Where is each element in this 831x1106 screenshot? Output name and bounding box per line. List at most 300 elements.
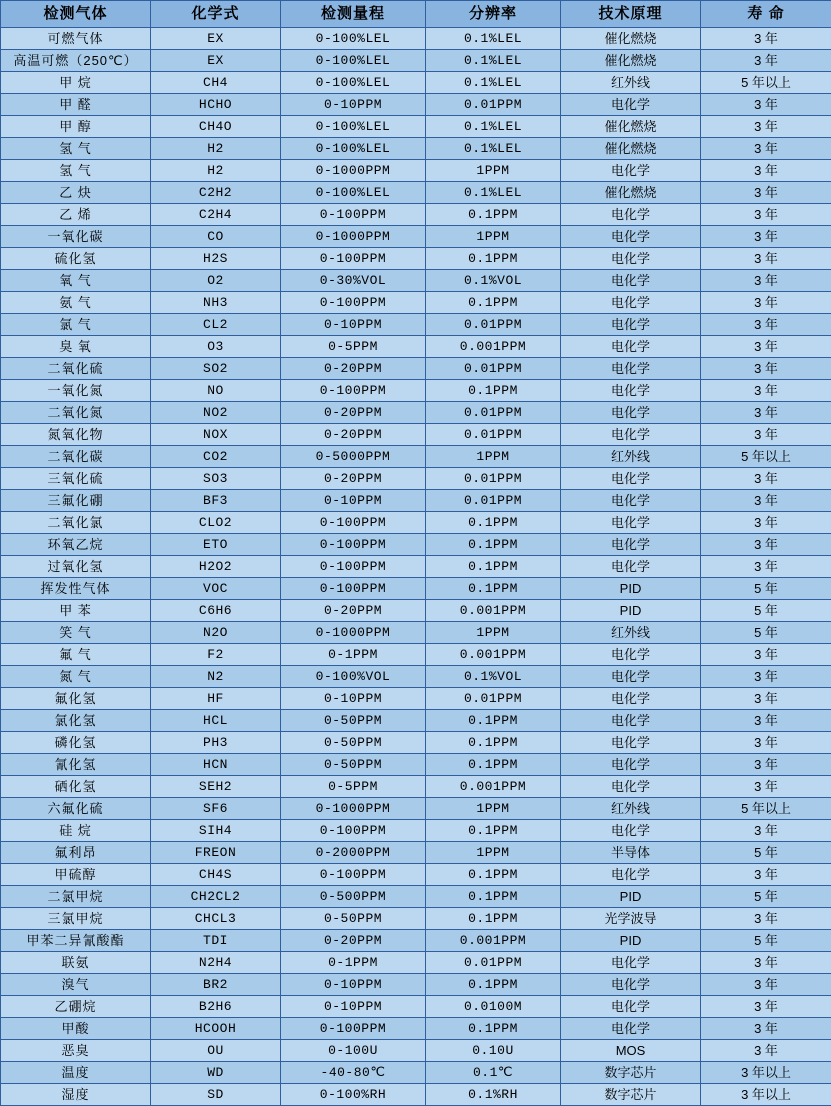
- cell-gas-name: 磷化氢: [1, 732, 151, 754]
- table-row: [1, 534, 831, 556]
- cell-lifetime: 3 年以上: [701, 1084, 831, 1106]
- cell-lifetime: 3 年: [701, 952, 831, 974]
- cell-principle: 电化学: [561, 512, 701, 534]
- cell-lifetime: 3 年: [701, 468, 831, 490]
- cell-range: 0-50PPM: [281, 710, 426, 732]
- cell-principle: 红外线: [561, 798, 701, 820]
- cell-range: 0-10PPM: [281, 996, 426, 1018]
- table-row: [1, 116, 831, 138]
- table-row: [1, 358, 831, 380]
- cell-formula: HCN: [151, 754, 281, 776]
- table-row: [1, 226, 831, 248]
- cell-principle: 电化学: [561, 204, 701, 226]
- cell-gas-name: 硅 烷: [1, 820, 151, 842]
- cell-range: 0-1000PPM: [281, 622, 426, 644]
- cell-resolution: 0.10U: [426, 1040, 561, 1062]
- cell-resolution: 1PPM: [426, 226, 561, 248]
- cell-gas-name: 二氧化氮: [1, 402, 151, 424]
- cell-gas-name: 氟化氢: [1, 688, 151, 710]
- cell-principle: PID: [561, 600, 701, 622]
- cell-lifetime: 3 年: [701, 402, 831, 424]
- table-row: [1, 72, 831, 94]
- table-row: [1, 886, 831, 908]
- cell-lifetime: 3 年: [701, 28, 831, 50]
- cell-gas-name: 甲苯二异氰酸酯: [1, 930, 151, 952]
- table-row: [1, 908, 831, 930]
- cell-resolution: 0.1%LEL: [426, 50, 561, 72]
- cell-range: 0-1000PPM: [281, 226, 426, 248]
- cell-formula: C6H6: [151, 600, 281, 622]
- cell-resolution: 1PPM: [426, 622, 561, 644]
- cell-range: 0-100PPM: [281, 556, 426, 578]
- cell-range: 0-100PPM: [281, 820, 426, 842]
- cell-principle: PID: [561, 930, 701, 952]
- cell-lifetime: 3 年: [701, 666, 831, 688]
- cell-range: 0-1000PPM: [281, 160, 426, 182]
- cell-resolution: 0.1PPM: [426, 732, 561, 754]
- cell-gas-name: 温度: [1, 1062, 151, 1084]
- table-row: [1, 952, 831, 974]
- cell-principle: 电化学: [561, 776, 701, 798]
- header-lifetime: 寿 命: [701, 1, 831, 28]
- cell-range: 0-100PPM: [281, 248, 426, 270]
- cell-lifetime: 3 年: [701, 1040, 831, 1062]
- cell-resolution: 0.1PPM: [426, 292, 561, 314]
- table-row: [1, 1084, 831, 1106]
- cell-resolution: 0.01PPM: [426, 402, 561, 424]
- table-row: [1, 864, 831, 886]
- cell-principle: 电化学: [561, 160, 701, 182]
- cell-formula: FREON: [151, 842, 281, 864]
- cell-formula: CLO2: [151, 512, 281, 534]
- cell-resolution: 0.1%VOL: [426, 666, 561, 688]
- cell-gas-name: 高温可燃（250℃）: [1, 50, 151, 72]
- cell-gas-name: 甲硫醇: [1, 864, 151, 886]
- cell-gas-name: 氮 气: [1, 666, 151, 688]
- cell-formula: H2: [151, 138, 281, 160]
- cell-lifetime: 3 年: [701, 974, 831, 996]
- cell-formula: VOC: [151, 578, 281, 600]
- cell-principle: 电化学: [561, 94, 701, 116]
- cell-lifetime: 5 年: [701, 578, 831, 600]
- cell-gas-name: 溴气: [1, 974, 151, 996]
- table-row: [1, 1018, 831, 1040]
- cell-principle: 电化学: [561, 534, 701, 556]
- cell-formula: CH4S: [151, 864, 281, 886]
- table-row: [1, 798, 831, 820]
- cell-range: 0-10PPM: [281, 94, 426, 116]
- cell-formula: N2O: [151, 622, 281, 644]
- cell-principle: 催化燃烧: [561, 138, 701, 160]
- cell-resolution: 0.1PPM: [426, 820, 561, 842]
- table-header-row: [1, 1, 831, 28]
- cell-range: 0-100PPM: [281, 512, 426, 534]
- table-row: [1, 578, 831, 600]
- cell-range: 0-100%LEL: [281, 116, 426, 138]
- cell-gas-name: 二氧化碳: [1, 446, 151, 468]
- table-row: [1, 512, 831, 534]
- cell-formula: CH2CL2: [151, 886, 281, 908]
- cell-formula: B2H6: [151, 996, 281, 1018]
- cell-resolution: 0.1PPM: [426, 886, 561, 908]
- table-row: [1, 28, 831, 50]
- table-row: [1, 380, 831, 402]
- cell-range: 0-5PPM: [281, 336, 426, 358]
- cell-formula: NOX: [151, 424, 281, 446]
- cell-lifetime: 3 年: [701, 996, 831, 1018]
- table-row: [1, 776, 831, 798]
- cell-range: 0-20PPM: [281, 930, 426, 952]
- cell-gas-name: 过氧化氢: [1, 556, 151, 578]
- cell-formula: ETO: [151, 534, 281, 556]
- cell-formula: HCHO: [151, 94, 281, 116]
- cell-formula: N2H4: [151, 952, 281, 974]
- cell-lifetime: 5 年: [701, 842, 831, 864]
- cell-gas-name: 甲 醛: [1, 94, 151, 116]
- cell-resolution: 0.1℃: [426, 1062, 561, 1084]
- cell-gas-name: 甲 醇: [1, 116, 151, 138]
- cell-formula: SO2: [151, 358, 281, 380]
- cell-lifetime: 3 年: [701, 732, 831, 754]
- table-row: [1, 292, 831, 314]
- cell-lifetime: 3 年: [701, 204, 831, 226]
- cell-gas-name: 湿度: [1, 1084, 151, 1106]
- cell-formula: CH4: [151, 72, 281, 94]
- cell-formula: SEH2: [151, 776, 281, 798]
- cell-principle: 催化燃烧: [561, 116, 701, 138]
- cell-principle: 电化学: [561, 644, 701, 666]
- table-row: [1, 622, 831, 644]
- table-row: [1, 732, 831, 754]
- cell-range: 0-100PPM: [281, 380, 426, 402]
- cell-range: 0-500PPM: [281, 886, 426, 908]
- cell-lifetime: 5 年: [701, 600, 831, 622]
- cell-formula: CL2: [151, 314, 281, 336]
- cell-lifetime: 3 年: [701, 314, 831, 336]
- cell-resolution: 0.1PPM: [426, 512, 561, 534]
- cell-lifetime: 3 年: [701, 248, 831, 270]
- cell-lifetime: 3 年以上: [701, 1062, 831, 1084]
- cell-gas-name: 硫化氢: [1, 248, 151, 270]
- header-formula: 化学式: [151, 1, 281, 28]
- cell-range: 0-20PPM: [281, 358, 426, 380]
- cell-lifetime: 5 年: [701, 622, 831, 644]
- cell-formula: C2H2: [151, 182, 281, 204]
- cell-principle: 光学波导: [561, 908, 701, 930]
- cell-principle: 电化学: [561, 402, 701, 424]
- cell-formula: HCL: [151, 710, 281, 732]
- cell-gas-name: 甲 苯: [1, 600, 151, 622]
- cell-gas-name: 氯化氢: [1, 710, 151, 732]
- cell-gas-name: 氢 气: [1, 138, 151, 160]
- cell-formula: SF6: [151, 798, 281, 820]
- cell-lifetime: 5 年以上: [701, 72, 831, 94]
- cell-gas-name: 二氧化氯: [1, 512, 151, 534]
- cell-range: 0-10PPM: [281, 974, 426, 996]
- table-row: [1, 204, 831, 226]
- cell-formula: F2: [151, 644, 281, 666]
- table-row: [1, 490, 831, 512]
- cell-principle: PID: [561, 886, 701, 908]
- cell-lifetime: 3 年: [701, 292, 831, 314]
- cell-range: 0-2000PPM: [281, 842, 426, 864]
- cell-principle: 数字芯片: [561, 1062, 701, 1084]
- cell-gas-name: 可燃气体: [1, 28, 151, 50]
- cell-resolution: 0.1%VOL: [426, 270, 561, 292]
- cell-formula: CO: [151, 226, 281, 248]
- cell-resolution: 0.001PPM: [426, 336, 561, 358]
- cell-principle: 电化学: [561, 226, 701, 248]
- table-row: [1, 402, 831, 424]
- cell-lifetime: 3 年: [701, 116, 831, 138]
- cell-principle: 电化学: [561, 996, 701, 1018]
- cell-gas-name: 一氧化碳: [1, 226, 151, 248]
- cell-resolution: 0.001PPM: [426, 930, 561, 952]
- cell-lifetime: 3 年: [701, 710, 831, 732]
- cell-principle: 电化学: [561, 820, 701, 842]
- table-row: [1, 160, 831, 182]
- cell-range: 0-100PPM: [281, 1018, 426, 1040]
- cell-resolution: 0.1PPM: [426, 534, 561, 556]
- table-row: [1, 556, 831, 578]
- cell-lifetime: 3 年: [701, 182, 831, 204]
- cell-range: 0-30%VOL: [281, 270, 426, 292]
- cell-gas-name: 恶臭: [1, 1040, 151, 1062]
- cell-gas-name: 三氧化硫: [1, 468, 151, 490]
- cell-resolution: 0.1PPM: [426, 204, 561, 226]
- cell-gas-name: 六氟化硫: [1, 798, 151, 820]
- cell-principle: PID: [561, 578, 701, 600]
- cell-lifetime: 3 年: [701, 776, 831, 798]
- cell-range: 0-100%LEL: [281, 182, 426, 204]
- cell-formula: SIH4: [151, 820, 281, 842]
- cell-formula: CO2: [151, 446, 281, 468]
- cell-range: 0-5PPM: [281, 776, 426, 798]
- cell-principle: 电化学: [561, 732, 701, 754]
- table-row: [1, 688, 831, 710]
- cell-principle: 电化学: [561, 1018, 701, 1040]
- cell-resolution: 0.01PPM: [426, 358, 561, 380]
- cell-principle: 红外线: [561, 72, 701, 94]
- cell-lifetime: 3 年: [701, 94, 831, 116]
- cell-lifetime: 3 年: [701, 512, 831, 534]
- cell-lifetime: 3 年: [701, 534, 831, 556]
- cell-gas-name: 甲酸: [1, 1018, 151, 1040]
- cell-range: 0-1PPM: [281, 952, 426, 974]
- cell-resolution: 0.1PPM: [426, 1018, 561, 1040]
- cell-range: 0-100PPM: [281, 292, 426, 314]
- cell-range: 0-10PPM: [281, 688, 426, 710]
- cell-resolution: 0.001PPM: [426, 644, 561, 666]
- table-row: [1, 996, 831, 1018]
- cell-range: 0-100PPM: [281, 534, 426, 556]
- cell-range: 0-20PPM: [281, 600, 426, 622]
- cell-lifetime: 3 年: [701, 424, 831, 446]
- cell-gas-name: 氢 气: [1, 160, 151, 182]
- cell-principle: 电化学: [561, 710, 701, 732]
- cell-lifetime: 3 年: [701, 226, 831, 248]
- cell-resolution: 0.1PPM: [426, 864, 561, 886]
- cell-range: 0-100PPM: [281, 864, 426, 886]
- table-row: [1, 336, 831, 358]
- cell-gas-name: 臭 氧: [1, 336, 151, 358]
- cell-range: 0-1PPM: [281, 644, 426, 666]
- table-row: [1, 842, 831, 864]
- table-row: [1, 138, 831, 160]
- cell-resolution: 0.1PPM: [426, 908, 561, 930]
- cell-gas-name: 乙 烯: [1, 204, 151, 226]
- cell-range: 0-5000PPM: [281, 446, 426, 468]
- cell-range: 0-100%LEL: [281, 50, 426, 72]
- cell-formula: HCOOH: [151, 1018, 281, 1040]
- cell-resolution: 0.0100M: [426, 996, 561, 1018]
- cell-lifetime: 3 年: [701, 50, 831, 72]
- table-row: [1, 314, 831, 336]
- cell-resolution: 0.1PPM: [426, 248, 561, 270]
- cell-gas-name: 氧 气: [1, 270, 151, 292]
- cell-formula: O2: [151, 270, 281, 292]
- table-row: [1, 930, 831, 952]
- cell-range: 0-100%LEL: [281, 138, 426, 160]
- cell-resolution: 0.1%LEL: [426, 116, 561, 138]
- table-row: [1, 644, 831, 666]
- cell-resolution: 0.01PPM: [426, 490, 561, 512]
- cell-gas-name: 联氨: [1, 952, 151, 974]
- cell-principle: 电化学: [561, 688, 701, 710]
- cell-formula: OU: [151, 1040, 281, 1062]
- cell-lifetime: 3 年: [701, 336, 831, 358]
- cell-formula: H2S: [151, 248, 281, 270]
- cell-lifetime: 3 年: [701, 556, 831, 578]
- cell-principle: 电化学: [561, 424, 701, 446]
- table-body: [1, 28, 831, 1106]
- cell-principle: 电化学: [561, 754, 701, 776]
- cell-lifetime: 3 年: [701, 1018, 831, 1040]
- cell-resolution: 0.01PPM: [426, 314, 561, 336]
- cell-formula: WD: [151, 1062, 281, 1084]
- cell-lifetime: 3 年: [701, 754, 831, 776]
- table-row: [1, 1062, 831, 1084]
- cell-principle: 催化燃烧: [561, 28, 701, 50]
- cell-resolution: 0.1PPM: [426, 380, 561, 402]
- table-row: [1, 248, 831, 270]
- cell-lifetime: 3 年: [701, 820, 831, 842]
- table-row: [1, 270, 831, 292]
- cell-principle: 电化学: [561, 468, 701, 490]
- cell-resolution: 0.1%RH: [426, 1084, 561, 1106]
- cell-resolution: 0.01PPM: [426, 94, 561, 116]
- header-principle: 技术原理: [561, 1, 701, 28]
- cell-resolution: 0.1PPM: [426, 578, 561, 600]
- cell-resolution: 0.01PPM: [426, 952, 561, 974]
- table-row: [1, 666, 831, 688]
- cell-gas-name: 三氯甲烷: [1, 908, 151, 930]
- cell-range: 0-100%LEL: [281, 28, 426, 50]
- cell-resolution: 0.001PPM: [426, 600, 561, 622]
- cell-formula: SO3: [151, 468, 281, 490]
- cell-range: 0-20PPM: [281, 424, 426, 446]
- cell-gas-name: 笑 气: [1, 622, 151, 644]
- cell-formula: CHCL3: [151, 908, 281, 930]
- cell-lifetime: 3 年: [701, 688, 831, 710]
- cell-range: 0-100PPM: [281, 578, 426, 600]
- cell-gas-name: 氮氧化物: [1, 424, 151, 446]
- cell-principle: 电化学: [561, 292, 701, 314]
- cell-formula: H2: [151, 160, 281, 182]
- table-row: [1, 94, 831, 116]
- cell-principle: 催化燃烧: [561, 50, 701, 72]
- cell-formula: SD: [151, 1084, 281, 1106]
- cell-resolution: 1PPM: [426, 446, 561, 468]
- cell-resolution: 0.1PPM: [426, 974, 561, 996]
- cell-formula: BR2: [151, 974, 281, 996]
- cell-principle: 电化学: [561, 336, 701, 358]
- cell-range: 0-50PPM: [281, 754, 426, 776]
- cell-gas-name: 乙 炔: [1, 182, 151, 204]
- cell-resolution: 0.1%LEL: [426, 182, 561, 204]
- cell-formula: PH3: [151, 732, 281, 754]
- cell-gas-name: 氟 气: [1, 644, 151, 666]
- cell-principle: 电化学: [561, 380, 701, 402]
- cell-lifetime: 3 年: [701, 160, 831, 182]
- cell-range: 0-1000PPM: [281, 798, 426, 820]
- cell-lifetime: 5 年以上: [701, 798, 831, 820]
- cell-principle: 电化学: [561, 248, 701, 270]
- cell-resolution: 0.01PPM: [426, 424, 561, 446]
- header-gas-name: 检测气体: [1, 1, 151, 28]
- cell-formula: CH4O: [151, 116, 281, 138]
- cell-formula: O3: [151, 336, 281, 358]
- cell-range: 0-20PPM: [281, 402, 426, 424]
- cell-gas-name: 乙硼烷: [1, 996, 151, 1018]
- cell-principle: 电化学: [561, 314, 701, 336]
- cell-principle: 半导体: [561, 842, 701, 864]
- cell-lifetime: 3 年: [701, 138, 831, 160]
- cell-lifetime: 5 年: [701, 930, 831, 952]
- cell-lifetime: 5 年以上: [701, 446, 831, 468]
- table-row: [1, 820, 831, 842]
- table-row: [1, 50, 831, 72]
- cell-resolution: 1PPM: [426, 160, 561, 182]
- cell-formula: HF: [151, 688, 281, 710]
- cell-formula: NO2: [151, 402, 281, 424]
- cell-gas-name: 二氯甲烷: [1, 886, 151, 908]
- table-row: [1, 974, 831, 996]
- cell-resolution: 0.01PPM: [426, 688, 561, 710]
- cell-formula: TDI: [151, 930, 281, 952]
- cell-gas-name: 一氧化氮: [1, 380, 151, 402]
- cell-range: 0-50PPM: [281, 908, 426, 930]
- cell-formula: N2: [151, 666, 281, 688]
- table-row: [1, 182, 831, 204]
- cell-principle: 电化学: [561, 270, 701, 292]
- cell-range: 0-100PPM: [281, 204, 426, 226]
- cell-resolution: 0.1PPM: [426, 754, 561, 776]
- cell-range: 0-20PPM: [281, 468, 426, 490]
- cell-lifetime: 3 年: [701, 358, 831, 380]
- cell-gas-name: 氰化氢: [1, 754, 151, 776]
- cell-gas-name: 甲 烷: [1, 72, 151, 94]
- cell-principle: 催化燃烧: [561, 182, 701, 204]
- cell-resolution: 0.1PPM: [426, 556, 561, 578]
- cell-formula: C2H4: [151, 204, 281, 226]
- cell-principle: 电化学: [561, 490, 701, 512]
- table-row: [1, 1040, 831, 1062]
- cell-formula: NH3: [151, 292, 281, 314]
- cell-range: -40-80℃: [281, 1062, 426, 1084]
- cell-lifetime: 3 年: [701, 644, 831, 666]
- cell-lifetime: 3 年: [701, 380, 831, 402]
